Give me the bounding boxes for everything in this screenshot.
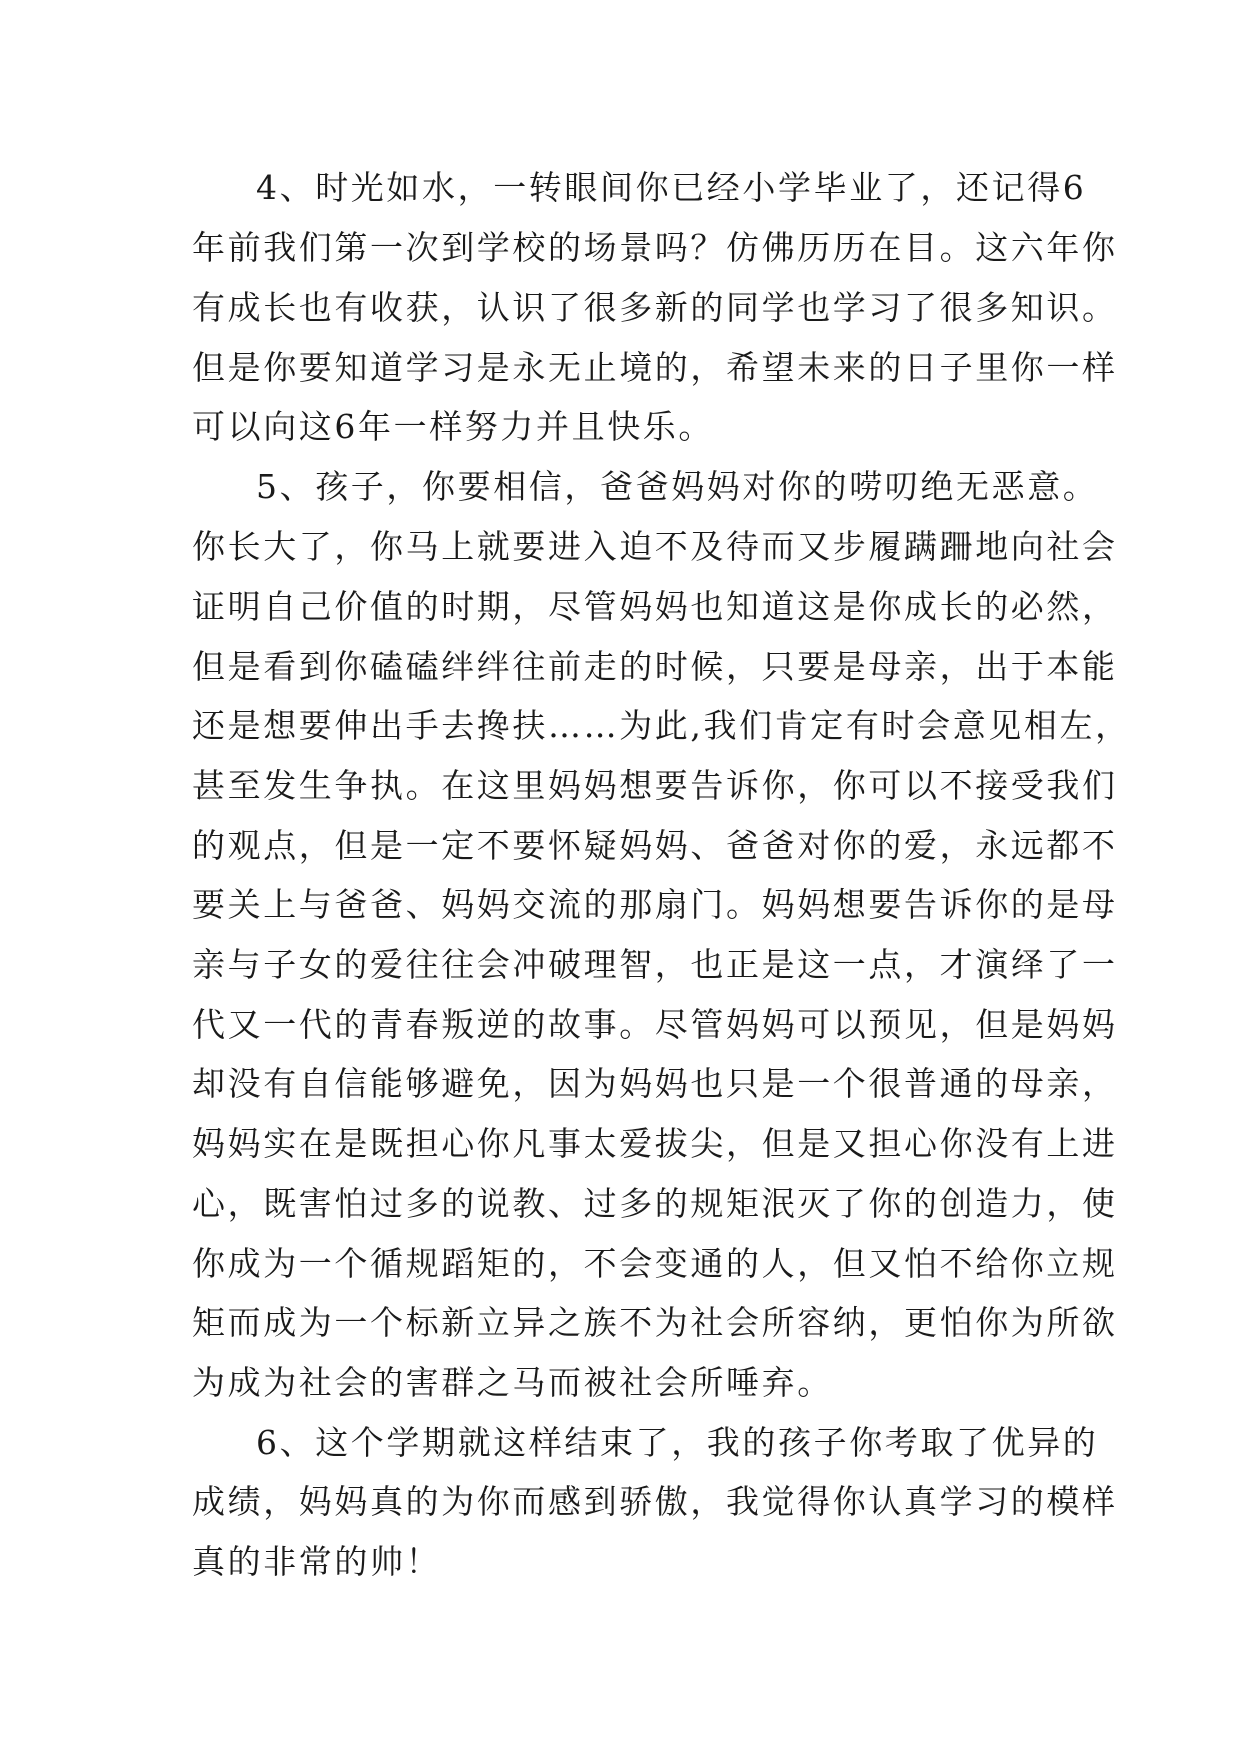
paragraph-line: 代又一代的青春叛逆的故事。尽管妈妈可以预见，但是妈妈 [192,1005,1118,1044]
paragraph-line: 妈妈实在是既担心你凡事太爱拔尖，但是又担心你没有上进 [192,1124,1118,1163]
paragraph-line: 亲与子女的爱往往会冲破理智，也正是这一点，才演绎了一 [192,945,1118,984]
paragraph-line: 年前我们第一次到学校的场景吗？仿佛历历在目。这六年你 [192,228,1118,267]
paragraph-line: 还是想要伸出手去搀扶……为此,我们肯定有时会意见相左， [192,706,1131,745]
paragraph-line: 有成长也有收获，认识了很多新的同学也学习了很多知识。 [192,288,1118,327]
paragraph-line: 真的非常的帅！ [192,1542,442,1581]
paragraph-line: 成绩，妈妈真的为你而感到骄傲，我觉得你认真学习的模样 [192,1482,1118,1521]
paragraph-line: 心，既害怕过多的说教、过多的规矩泯灭了你的创造力，使 [192,1184,1118,1223]
paragraph-line: 却没有自信能够避免，因为妈妈也只是一个很普通的母亲， [192,1064,1118,1103]
paragraph-line: 为成为社会的害群之马而被社会所唾弃。 [192,1363,833,1402]
paragraph-line: 矩而成为一个标新立异之族不为社会所容纳，更怕你为所欲 [192,1303,1118,1342]
paragraph-line: 6、这个学期就这样结束了，我的孩子你考取了优异的 [256,1423,1099,1462]
paragraph-line: 可以向这6年一样努力并且快乐。 [192,407,714,446]
paragraph-line: 你长大了，你马上就要进入迫不及待而又步履蹒跚地向社会 [192,527,1118,566]
paragraph-line: 的观点，但是一定不要怀疑妈妈、爸爸对你的爱，永远都不 [192,826,1118,865]
paragraph-line: 但是你要知道学习是永无止境的，希望未来的日子里你一样 [192,348,1118,387]
paragraph-line: 你成为一个循规蹈矩的，不会变通的人，但又怕不给你立规 [192,1244,1118,1283]
paragraph-line: 要关上与爸爸、妈妈交流的那扇门。妈妈想要告诉你的是母 [192,885,1118,924]
paragraph-line: 证明自己价值的时期，尽管妈妈也知道这是你成长的必然， [192,587,1118,626]
paragraph-line: 甚至发生争执。在这里妈妈想要告诉你，你可以不接受我们 [192,766,1118,805]
paragraph-line: 5、孩子，你要相信，爸爸妈妈对你的唠叨绝无恶意。 [256,467,1099,506]
paragraph-line: 4、时光如水，一转眼间你已经小学毕业了，还记得6 [256,168,1087,207]
paragraph-line: 但是看到你磕磕绊绊往前走的时候，只要是母亲，出于本能 [192,647,1118,686]
